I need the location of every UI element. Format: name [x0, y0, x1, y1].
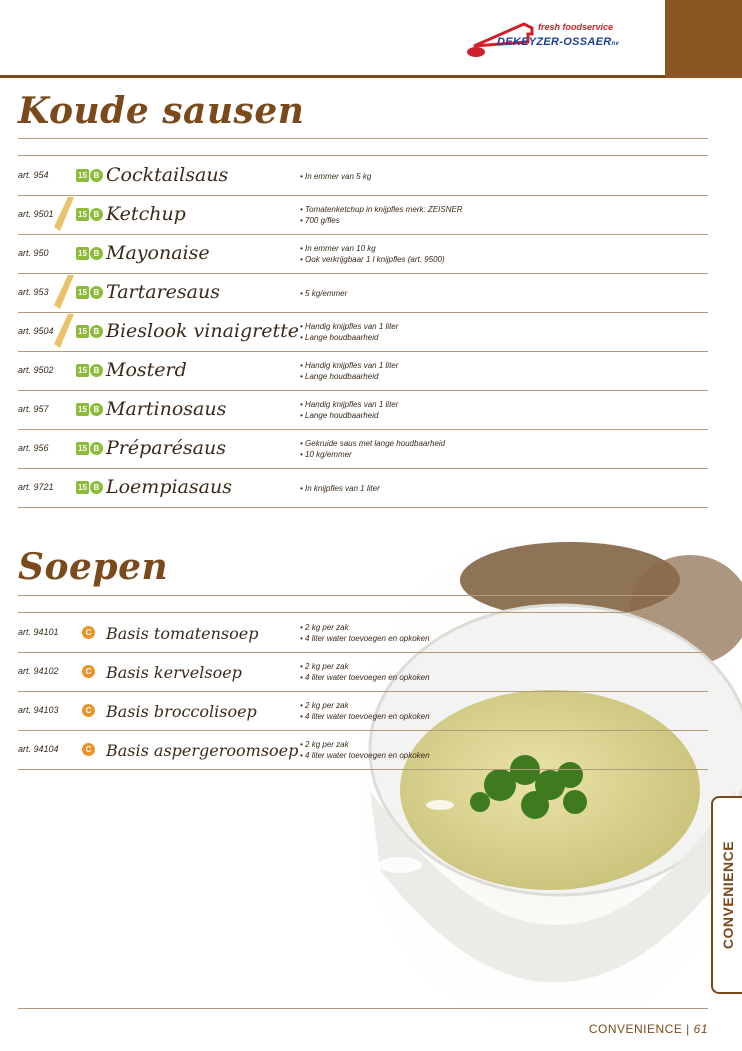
product-description	[300, 288, 347, 299]
article-number: art. 94103	[18, 705, 59, 715]
storage-icon: B	[90, 442, 103, 455]
storage-icon: B	[90, 247, 103, 260]
description-line: • Lange houdbaarheid	[300, 332, 398, 343]
convenience-badge: C	[82, 704, 95, 717]
header-rule	[0, 75, 665, 78]
page-footer	[589, 1022, 708, 1036]
product-description	[300, 622, 430, 644]
description-line: • 700 g/fles	[300, 215, 463, 226]
product-name: Basis kervelsoep	[106, 663, 242, 682]
convenience-badge: C	[82, 626, 95, 639]
description-line: • In emmer van 5 kg	[300, 171, 371, 182]
storage-icon: B	[90, 286, 103, 299]
new-ribbon-icon	[52, 275, 74, 309]
table-row	[18, 156, 708, 196]
description-line: • Lange houdbaarheid	[300, 371, 398, 382]
table-row	[18, 351, 708, 391]
storage-icon: B	[90, 208, 103, 221]
shelf-life-days: 15	[78, 288, 87, 297]
shelf-life-badge	[76, 247, 103, 260]
footer-section-label: CONVENIENCE	[588, 1022, 683, 1036]
soups-title-rule	[18, 595, 708, 596]
article-number: art. 9504	[18, 326, 54, 336]
product-description	[300, 739, 430, 761]
side-tab[interactable]	[711, 796, 742, 994]
description-line: • 4 liter water toevoegen en opkoken	[300, 672, 430, 683]
article-number: art. 9502	[18, 365, 54, 375]
article-number: art. 9721	[18, 482, 54, 492]
shelf-life-days: 15	[78, 327, 87, 336]
table-row	[18, 234, 708, 274]
description-line: • Gekruide saus met lange houdbaarheid	[300, 438, 445, 449]
product-name: Basis aspergeroomsoep	[106, 741, 299, 760]
storage-icon: B	[90, 325, 103, 338]
shelf-life-badge	[76, 208, 103, 221]
footer-separator: |	[686, 1022, 690, 1036]
description-line: • Handig knijpfles van 1 liter	[300, 321, 398, 332]
table-row	[18, 613, 708, 653]
article-number: art. 94102	[18, 666, 59, 676]
table-row	[18, 429, 708, 469]
shelf-life-days: 15	[78, 405, 87, 414]
description-line: • 4 liter water toevoegen en opkoken	[300, 633, 430, 644]
shelf-life-days: 15	[78, 444, 87, 453]
description-line: • 2 kg per zak	[300, 622, 430, 633]
product-description	[300, 171, 371, 182]
article-number: art. 94104	[18, 744, 59, 754]
description-line: • 2 kg per zak	[300, 739, 430, 750]
description-line: • 2 kg per zak	[300, 700, 430, 711]
product-description	[300, 438, 445, 460]
article-number: art. 957	[18, 404, 49, 414]
description-line: • 4 liter water toevoegen en opkoken	[300, 750, 430, 761]
new-ribbon-icon	[52, 314, 74, 348]
product-description	[300, 700, 430, 722]
product-description	[300, 360, 398, 382]
description-line: • Tomatenketchup in knijpfles merk: ZEISNER	[300, 204, 463, 215]
description-line: • 2 kg per zak	[300, 661, 430, 672]
storage-icon: B	[90, 169, 103, 182]
product-description	[300, 661, 430, 683]
product-name: Préparésaus	[106, 437, 226, 459]
page-number: 61	[693, 1022, 708, 1036]
product-name: Basis broccolisoep	[106, 702, 257, 721]
shelf-life-badge	[76, 286, 103, 299]
storage-icon: B	[90, 364, 103, 377]
description-line: • 10 kg/emmer	[300, 449, 445, 460]
product-name: Mayonaise	[106, 242, 210, 264]
shelf-life-days: 15	[78, 210, 87, 219]
article-number: art. 94101	[18, 627, 59, 637]
storage-icon: B	[90, 481, 103, 494]
shelf-life-badge	[76, 481, 103, 494]
product-name: Martinosaus	[106, 398, 227, 420]
table-row	[18, 390, 708, 430]
shelf-life-days: 15	[78, 483, 87, 492]
product-name: Bieslook vinaigrette	[106, 320, 299, 342]
shelf-life-days: 15	[78, 171, 87, 180]
product-name: Loempiasaus	[106, 476, 232, 498]
product-description	[300, 483, 380, 494]
brand-name: DEKEYZER-OSSAERnv	[497, 36, 620, 48]
shelf-life-badge	[76, 364, 103, 377]
description-line: • In knijpfles van 1 liter	[300, 483, 380, 494]
soups-title: Soepen	[18, 546, 169, 588]
table-row	[18, 691, 708, 731]
description-line: • Lange houdbaarheid	[300, 410, 398, 421]
shelf-life-days: 15	[78, 366, 87, 375]
sauces-title: Koude sausen	[18, 90, 305, 132]
product-name: Mosterd	[106, 359, 187, 381]
footer-rule	[18, 1008, 708, 1009]
description-line: • Handig knijpfles van 1 liter	[300, 360, 398, 371]
product-name: Tartaresaus	[106, 281, 220, 303]
brand-tagline: fresh foodservice	[538, 22, 614, 32]
shelf-life-badge	[76, 325, 103, 338]
table-row	[18, 652, 708, 692]
table-row	[18, 312, 708, 352]
product-description	[300, 399, 398, 421]
description-line: • 4 liter water toevoegen en opkoken	[300, 711, 430, 722]
shelf-life-badge	[76, 169, 103, 182]
article-number: art. 956	[18, 443, 49, 453]
product-name: Cocktailsaus	[106, 164, 229, 186]
article-number: art. 954	[18, 170, 49, 180]
product-description	[300, 243, 445, 265]
sauces-title-rule	[18, 138, 708, 139]
product-description	[300, 321, 398, 343]
shelf-life-days: 15	[78, 249, 87, 258]
corner-block	[665, 0, 742, 78]
convenience-badge: C	[82, 665, 95, 678]
table-row	[18, 273, 708, 313]
new-ribbon-icon	[52, 197, 74, 231]
side-tab-label: CONVENIENCE	[719, 840, 736, 950]
product-name: Basis tomatensoep	[106, 624, 259, 643]
table-row	[18, 730, 708, 770]
description-line: • Ook verkrijgbaar 1 l knijpfles (art. 9500)	[300, 254, 445, 265]
shelf-life-badge	[76, 403, 103, 416]
table-row	[18, 468, 708, 508]
description-line: • Handig knijpfles van 1 liter	[300, 399, 398, 410]
convenience-badge: C	[82, 743, 95, 756]
storage-icon: B	[90, 403, 103, 416]
product-description	[300, 204, 463, 226]
article-number: art. 950	[18, 248, 49, 258]
table-row	[18, 195, 708, 235]
shelf-life-badge	[76, 442, 103, 455]
article-number: art. 953	[18, 287, 49, 297]
article-number: art. 9501	[18, 209, 54, 219]
description-line: • 5 kg/emmer	[300, 288, 347, 299]
description-line: • In emmer van 10 kg	[300, 243, 445, 254]
product-name: Ketchup	[106, 203, 186, 225]
